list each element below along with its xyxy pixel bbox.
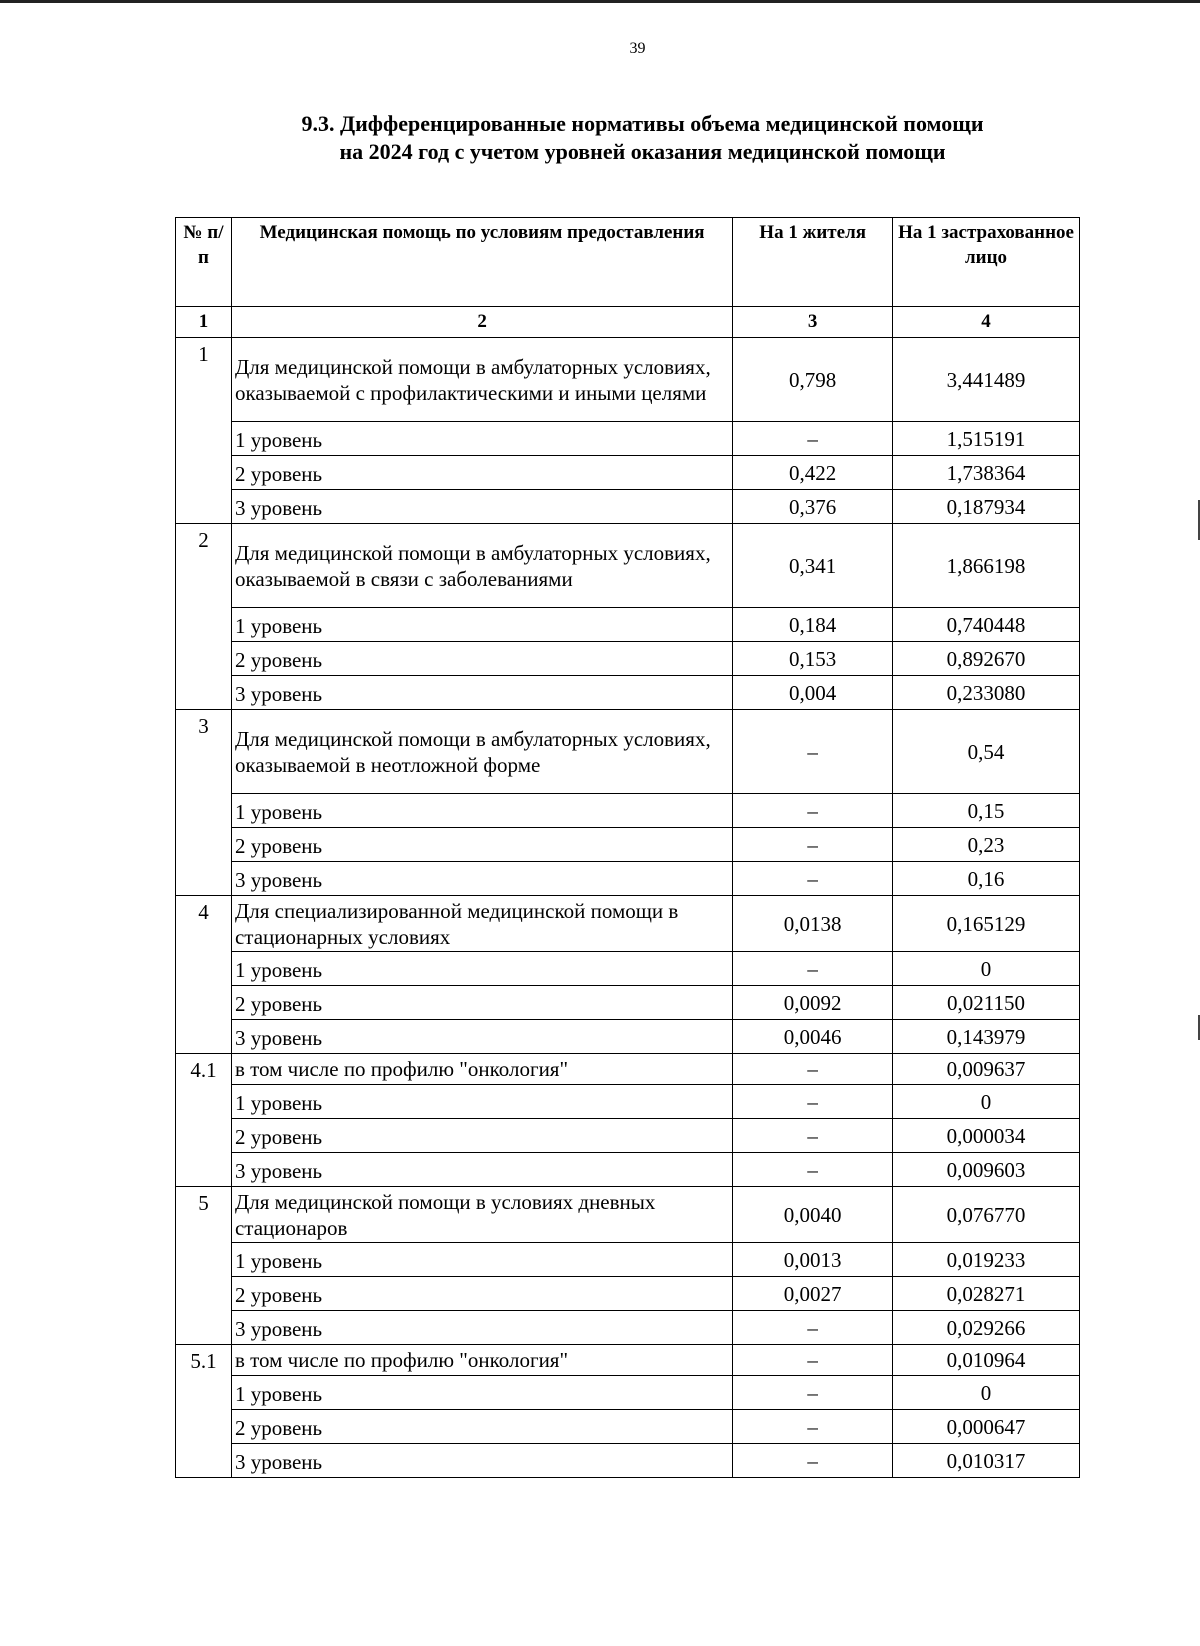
per-insured-value: 0,009637 [893,1054,1080,1085]
table-row [176,710,1080,794]
per-insured-value: 0,010964 [893,1345,1080,1376]
header-number: № п/п [176,218,232,307]
per-resident-value: – [733,1153,893,1187]
level-row [176,794,1080,828]
per-insured-value: 1,738364 [893,456,1080,490]
per-resident-value: – [733,794,893,828]
per-insured-value: 0,000034 [893,1119,1080,1153]
per-insured-value: 0,740448 [893,608,1080,642]
per-insured-value: 0,23 [893,828,1080,862]
per-insured-value: 0,009603 [893,1153,1080,1187]
per-insured-value: 0,028271 [893,1277,1080,1311]
table-row [176,1054,1080,1085]
table-row [176,1345,1080,1376]
level-label: 1 уровень [231,794,732,828]
table-header-row [176,218,1080,307]
title-line-1: 9.3. Дифференцированные нормативы объема медицинской помощи [301,111,984,136]
level-label: 2 уровень [231,1119,732,1153]
care-type-label: в том числе по профилю "онкология" [231,1054,732,1085]
per-resident-value: 0,0013 [733,1243,893,1277]
per-insured-value: 1,515191 [893,422,1080,456]
level-label: 2 уровень [231,1410,732,1444]
page-number: 39 [629,40,646,57]
table-row [176,338,1080,422]
per-insured-value: 0,143979 [893,1020,1080,1054]
level-row [176,456,1080,490]
per-insured-value: 0 [893,952,1080,986]
per-insured-value: 0 [893,1376,1080,1410]
column-number: 2 [231,307,732,338]
care-type-label: в том числе по профилю "онкология" [231,1345,732,1376]
level-row [176,1376,1080,1410]
per-insured-value: 0 [893,1085,1080,1119]
level-row [176,1020,1080,1054]
row-number: 3 [176,710,232,896]
column-number: 1 [176,307,232,338]
per-resident-value: – [733,1444,893,1478]
level-row [176,1410,1080,1444]
per-insured-value: 0,076770 [893,1187,1080,1243]
per-resident-value: 0,341 [733,524,893,608]
per-resident-value: – [733,1119,893,1153]
level-row [176,1085,1080,1119]
level-row [176,986,1080,1020]
per-insured-value: 0,021150 [893,986,1080,1020]
title-line-2: на 2024 год с учетом уровней оказания медицинской помощи [339,139,946,164]
care-type-label: Для медицинской помощи в амбулаторных условиях, оказываемой в неотложной форме [231,710,732,794]
per-insured-value: 0,165129 [893,896,1080,952]
level-row [176,1119,1080,1153]
care-type-label: Для медицинской помощи в условиях дневных стационаров [231,1187,732,1243]
column-numbers-row [176,307,1080,338]
per-insured-value: 0,54 [893,710,1080,794]
per-resident-value: – [733,710,893,794]
table-body [176,338,1080,1478]
level-label: 2 уровень [231,1277,732,1311]
page-title [0,110,1200,166]
row-number: 2 [176,524,232,710]
level-label: 1 уровень [231,1085,732,1119]
care-type-label: Для специализированной медицинской помощи в стационарных условиях [231,896,732,952]
per-insured-value: 0,892670 [893,642,1080,676]
per-resident-value: – [733,952,893,986]
level-row [176,676,1080,710]
per-resident-value: 0,798 [733,338,893,422]
level-row [176,1153,1080,1187]
table-row [176,1187,1080,1243]
row-number: 5 [176,1187,232,1345]
per-resident-value: 0,422 [733,456,893,490]
per-resident-value: 0,184 [733,608,893,642]
per-resident-value: – [733,1054,893,1085]
per-resident-value: 0,0138 [733,896,893,952]
care-type-label: Для медицинской помощи в амбулаторных условиях, оказываемой с профилактическими и иными целями [231,338,732,422]
per-resident-value: 0,004 [733,676,893,710]
per-resident-value: 0,0092 [733,986,893,1020]
header-per-resident: На 1 жителя [733,218,893,307]
per-resident-value: – [733,1085,893,1119]
per-insured-value: 0,000647 [893,1410,1080,1444]
table-row [176,524,1080,608]
per-resident-value: 0,0046 [733,1020,893,1054]
table-row [176,896,1080,952]
level-row [176,862,1080,896]
per-resident-value: – [733,1311,893,1345]
level-label: 2 уровень [231,642,732,676]
column-number: 4 [893,307,1080,338]
level-label: 2 уровень [231,828,732,862]
level-label: 1 уровень [231,1243,732,1277]
per-insured-value: 3,441489 [893,338,1080,422]
row-number: 4.1 [176,1054,232,1187]
per-resident-value: – [733,828,893,862]
header-care-type: Медицинская помощь по условиям предоставления [231,218,732,307]
header-per-insured: На 1 застрахованное лицо [893,218,1080,307]
level-row [176,490,1080,524]
per-resident-value: 0,0040 [733,1187,893,1243]
per-insured-value: 0,16 [893,862,1080,896]
per-insured-value: 0,029266 [893,1311,1080,1345]
care-type-label: Для медицинской помощи в амбулаторных условиях, оказываемой в связи с заболеваниями [231,524,732,608]
level-row [176,642,1080,676]
level-row [176,1243,1080,1277]
column-number: 3 [733,307,893,338]
per-insured-value: 0,187934 [893,490,1080,524]
level-label: 2 уровень [231,986,732,1020]
level-row [176,828,1080,862]
level-label: 1 уровень [231,1376,732,1410]
per-insured-value: 0,019233 [893,1243,1080,1277]
per-insured-value: 0,15 [893,794,1080,828]
per-resident-value: 0,0027 [733,1277,893,1311]
level-row [176,1311,1080,1345]
level-label: 1 уровень [231,952,732,986]
level-label: 3 уровень [231,862,732,896]
level-label: 3 уровень [231,676,732,710]
level-row [176,608,1080,642]
level-label: 3 уровень [231,1153,732,1187]
level-label: 1 уровень [231,608,732,642]
level-row [176,952,1080,986]
per-insured-value: 1,866198 [893,524,1080,608]
per-resident-value: – [733,1376,893,1410]
level-row [176,422,1080,456]
per-resident-value: – [733,1410,893,1444]
per-insured-value: 0,233080 [893,676,1080,710]
per-insured-value: 0,010317 [893,1444,1080,1478]
level-row [176,1444,1080,1478]
level-label: 3 уровень [231,490,732,524]
level-label: 1 уровень [231,422,732,456]
per-resident-value: – [733,862,893,896]
per-resident-value: – [733,422,893,456]
norms-table [175,217,1080,1478]
row-number: 5.1 [176,1345,232,1478]
level-row [176,1277,1080,1311]
row-number: 1 [176,338,232,524]
per-resident-value: – [733,1345,893,1376]
level-label: 3 уровень [231,1311,732,1345]
per-resident-value: 0,153 [733,642,893,676]
scan-top-border [0,0,1200,3]
level-label: 2 уровень [231,456,732,490]
level-label: 3 уровень [231,1020,732,1054]
row-number: 4 [176,896,232,1054]
level-label: 3 уровень [231,1444,732,1478]
per-resident-value: 0,376 [733,490,893,524]
